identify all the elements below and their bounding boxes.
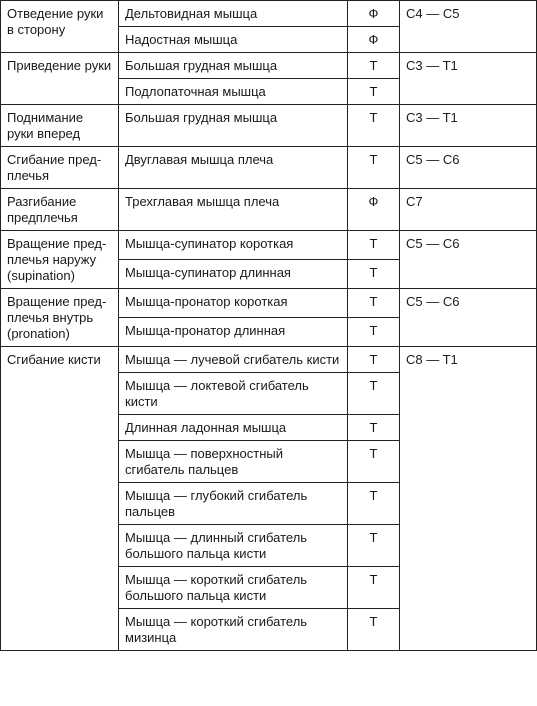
mark-cell: Т — [348, 441, 400, 483]
segments-cell: C3 — T1 — [400, 53, 537, 105]
muscle-cell: Дельтовидная мышца — [119, 1, 348, 27]
mark-cell: Ф — [348, 189, 400, 231]
muscle-cell: Мышца — короткий сгибатель большого пальца кисти — [119, 567, 348, 609]
mark-cell: Т — [348, 289, 400, 318]
movement-cell: Сгибание пред-плечья — [1, 147, 119, 189]
movement-cell: Отведение руки в сторону — [1, 1, 119, 53]
segments-cell: C8 — T1 — [400, 347, 537, 651]
mark-cell: Т — [348, 609, 400, 651]
muscle-cell: Мышца — поверхностный сгибатель пальцев — [119, 441, 348, 483]
mark-cell: Т — [348, 318, 400, 347]
muscle-cell: Мышца-пронатор короткая — [119, 289, 348, 318]
muscle-cell: Мышца-пронатор длинная — [119, 318, 348, 347]
mark-cell: Ф — [348, 27, 400, 53]
segments-cell: C5 — C6 — [400, 147, 537, 189]
mark-cell: Т — [348, 373, 400, 415]
muscle-cell: Длинная ладонная мышца — [119, 415, 348, 441]
mark-cell: Т — [348, 260, 400, 289]
mark-cell: Т — [348, 567, 400, 609]
muscle-cell: Мышца — лучевой сгибатель кисти — [119, 347, 348, 373]
segments-cell: C5 — C6 — [400, 289, 537, 347]
muscle-cell: Двуглавая мышца плеча — [119, 147, 348, 189]
table-body — [1, 1, 537, 651]
segments-cell: C7 — [400, 189, 537, 231]
segments-cell: C5 — C6 — [400, 231, 537, 289]
mark-cell: Т — [348, 79, 400, 105]
mark-cell: Т — [348, 147, 400, 189]
muscle-cell: Мышца — глубокий сгибатель пальцев — [119, 483, 348, 525]
mark-cell: Т — [348, 415, 400, 441]
muscle-cell: Большая грудная мышца — [119, 53, 348, 79]
segments-cell: C4 — C5 — [400, 1, 537, 53]
movement-cell: Разгибание предплечья — [1, 189, 119, 231]
mark-cell: Т — [348, 525, 400, 567]
muscle-cell: Мышца-супинатор длинная — [119, 260, 348, 289]
mark-cell: Ф — [348, 1, 400, 27]
mark-cell: Т — [348, 231, 400, 260]
mark-cell: Т — [348, 105, 400, 147]
mark-cell: Т — [348, 347, 400, 373]
movement-cell: Вращение пред-плечья наружу (supination) — [1, 231, 119, 289]
table-row — [1, 53, 537, 79]
movement-cell: Поднимание руки вперед — [1, 105, 119, 147]
segments-cell: C3 — T1 — [400, 105, 537, 147]
movement-cell: Вращение пред-плечья внутрь (pronation) — [1, 289, 119, 347]
table-row — [1, 347, 537, 373]
table-row — [1, 105, 537, 147]
table-row — [1, 289, 537, 318]
table-row — [1, 189, 537, 231]
muscle-cell: Мышца — длинный сгибатель большого пальца кисти — [119, 525, 348, 567]
table-row — [1, 147, 537, 189]
mark-cell: Т — [348, 53, 400, 79]
muscle-cell: Большая грудная мышца — [119, 105, 348, 147]
table-row — [1, 1, 537, 27]
movement-cell: Приведение руки — [1, 53, 119, 105]
muscle-cell: Мышца — локтевой сгибатель кисти — [119, 373, 348, 415]
muscle-cell: Трехглавая мышца плеча — [119, 189, 348, 231]
movement-cell: Сгибание кисти — [1, 347, 119, 651]
muscle-cell: Надостная мышца — [119, 27, 348, 53]
muscle-cell: Подлопаточная мышца — [119, 79, 348, 105]
mark-cell: Т — [348, 483, 400, 525]
muscle-cell: Мышца — короткий сгибатель мизинца — [119, 609, 348, 651]
table-row — [1, 231, 537, 260]
muscle-cell: Мышца-супинатор короткая — [119, 231, 348, 260]
